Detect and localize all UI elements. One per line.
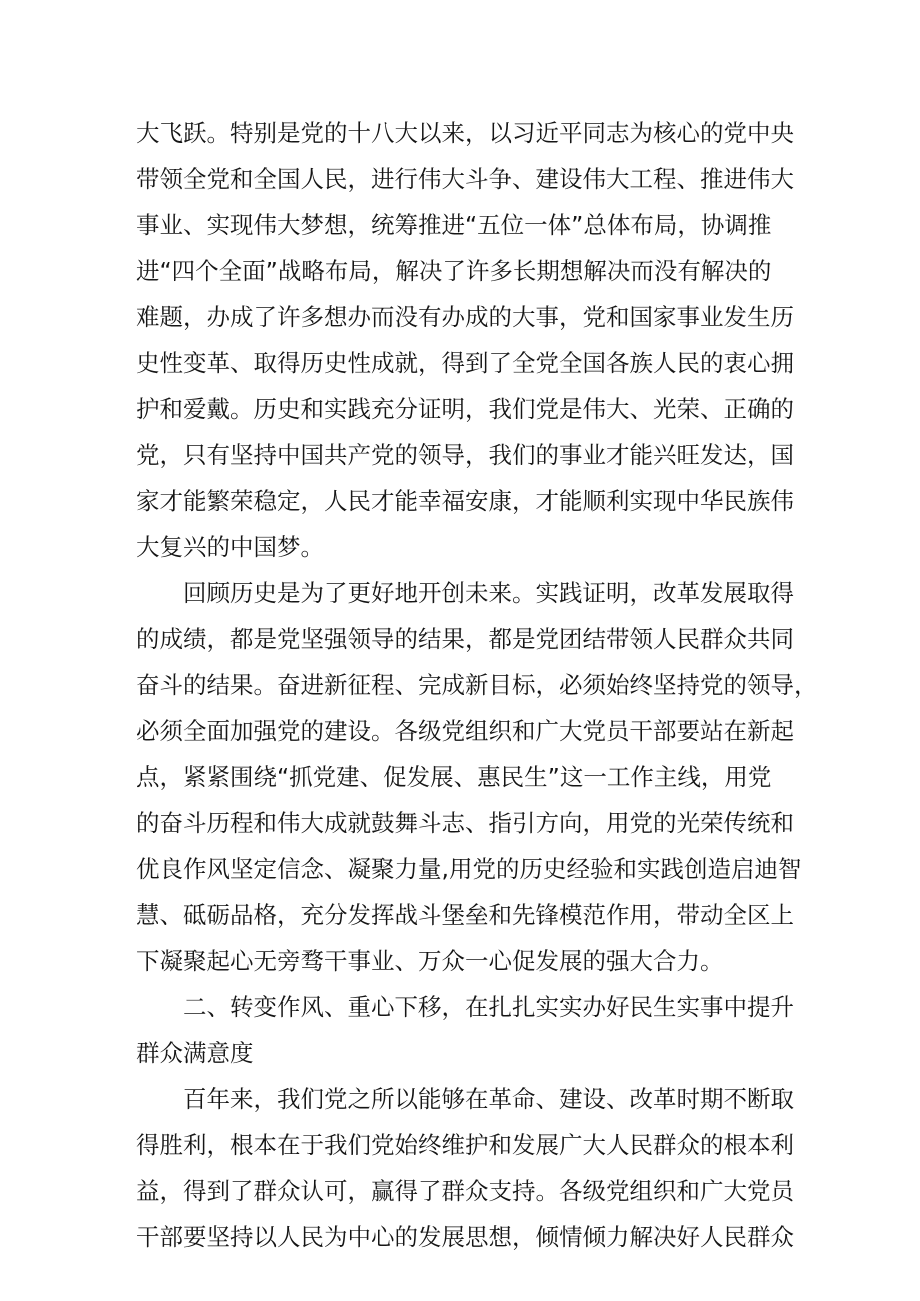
text-line: 点，紧紧围绕“抓党建、促发展、惠民生”这一工作主线，用党 (136, 763, 772, 791)
text-line: 护和爱戴。历史和实践充分证明，我们党是伟大、光荣、正确的 (136, 395, 794, 423)
document-body (136, 110, 818, 1260)
text-line: 奋斗的结果。奋进新征程、完成新目标，必须始终坚持党的领导， (136, 671, 818, 699)
text-line: 家才能繁荣稳定，人民才能幸福安康，才能顺利实现中华民族伟 (136, 487, 794, 515)
text-line: 党，只有坚持中国共产党的领导，我们的事业才能兴旺发达，国 (136, 441, 794, 469)
text-line: 优良作风坚定信念、凝聚力量,用党的历史经验和实践创造启迪智 (136, 855, 802, 883)
text-line: 益，得到了群众认可，赢得了群众支持。各级党组织和广大党员 (136, 1177, 794, 1205)
text-line: 慧、砥砺品格，充分发挥战斗堡垒和先锋模范作用，带动全区上 (136, 901, 794, 929)
text-line: 大飞跃。特别是党的十八大以来，以习近平同志为核心的党中央 (136, 119, 794, 147)
text-line: 进“四个全面”战略布局，解决了许多长期想解决而没有解决的 (136, 257, 772, 285)
text-line: 难题，办成了许多想办而没有办成的大事，党和国家事业发生历 (136, 303, 794, 331)
text-line: 史性变革、取得历史性成就，得到了全党全国各族人民的衷心拥 (136, 349, 794, 377)
text-line: 大复兴的中国梦。 (136, 533, 324, 561)
section-heading-line: 二、转变作风、重心下移，在扎扎实实办好民生实事中提升 (183, 993, 794, 1021)
paragraph-start-line: 回顾历史是为了更好地开创未来。实践证明，改革发展取得 (183, 579, 794, 607)
paragraph-start-line: 百年来，我们党之所以能够在革命、建设、改革时期不断取 (183, 1085, 794, 1113)
text-line: 带领全党和全国人民，进行伟大斗争、建设伟大工程、推进伟大 (136, 165, 794, 193)
text-line: 的成绩，都是党坚强领导的结果，都是党团结带领人民群众共同 (136, 625, 794, 653)
text-line: 干部要坚持以人民为中心的发展思想，倾情倾力解决好人民群众 (136, 1223, 794, 1251)
text-line: 事业、实现伟大梦想，统筹推进“五位一体”总体布局，协调推 (136, 211, 772, 239)
section-heading-line: 群众满意度 (136, 1039, 254, 1067)
text-line: 下凝聚起心无旁骛干事业、万众一心促发展的强大合力。 (136, 947, 724, 975)
text-line: 得胜利，根本在于我们党始终维护和发展广大人民群众的根本利 (136, 1131, 794, 1159)
text-line: 的奋斗历程和伟大成就鼓舞斗志、指引方向，用党的光荣传统和 (136, 809, 794, 837)
text-line: 必须全面加强党的建设。各级党组织和广大党员干部要站在新起 (136, 717, 794, 745)
